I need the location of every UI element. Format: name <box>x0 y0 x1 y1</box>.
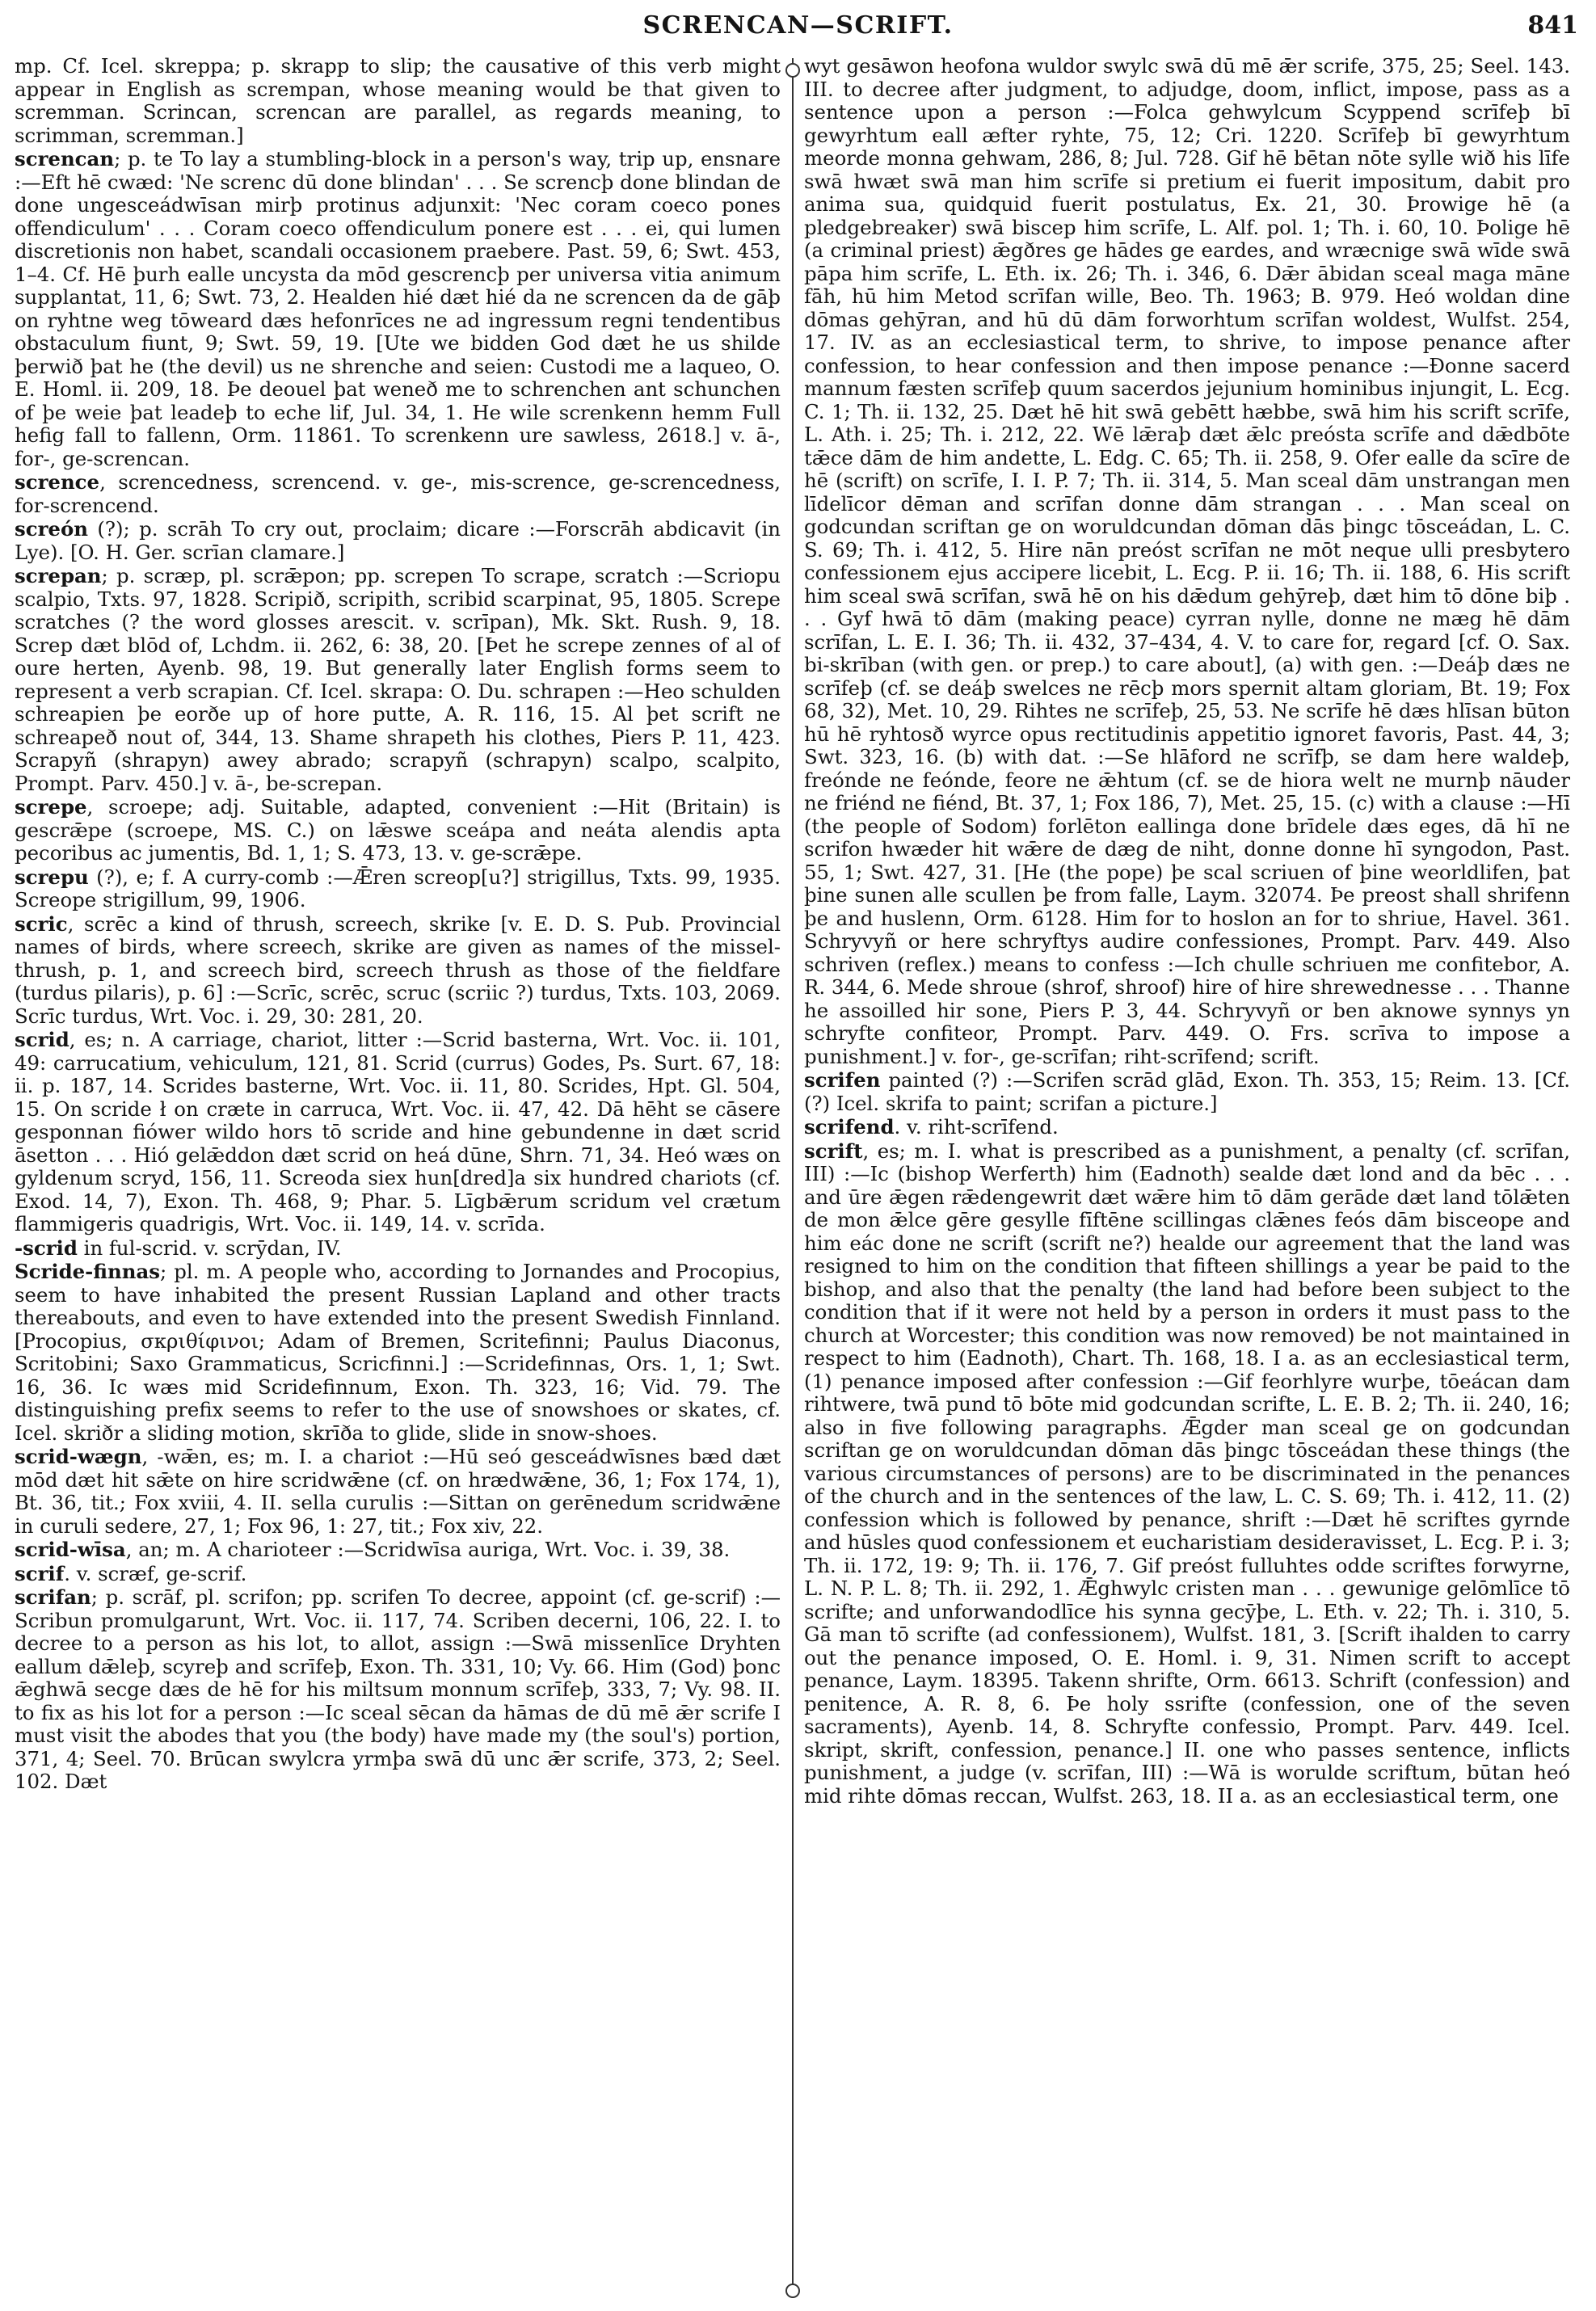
entry-headword: scric <box>15 911 68 936</box>
dictionary-entry <box>804 1069 1570 1115</box>
entry-headword: scrif <box>15 1561 65 1585</box>
entry-body: . v. scræf, ge-scrif. <box>64 1561 247 1585</box>
entry-body: , scrēc a kind of thrush, screech, skrike [v. E. D. S. Pub. Provincial names of birds, where screech, skrike are given as names of the missel-thrush, p. 1, and screech bird, screech thrush as those of the fieldfare (turdus pilaris), p. 6] :—Scrīc, scrēc, scruc (scriic ?) turdus, Txts. 103, 2069. Scrīc turdus, Wrt. Voc. i. 29, 30: 281, 20. <box>15 911 781 1028</box>
entry-headword: -scrid <box>15 1235 78 1260</box>
dictionary-entry <box>15 471 781 517</box>
left-column <box>15 55 781 2297</box>
column-rule-ornament-top <box>785 63 800 78</box>
entry-headword: screncan <box>15 147 115 170</box>
entry-body: mp. Cf. Icel. skreppa; p. skrapp to slip; the causative of this verb might appear in English as scrempan, whose meaning would be that given to scremman. Scrincan, screncan are parallel, as regards meaning, to scrimman, scremman.] <box>15 55 781 147</box>
column-rule-ornament-bottom <box>785 2284 800 2298</box>
page-number: 841 <box>1527 11 1578 40</box>
dictionary-entry <box>804 1140 1570 1808</box>
dictionary-entry <box>804 1116 1570 1139</box>
entry-headword: scrid-wægn <box>15 1445 142 1468</box>
entry-body: ; pl. m. A people who, according to Jornandes and Procopius, seem to have inhabited the present Russian Lapland and other tracts thereabouts, and even to have extended into the present Swedish Finnland. [Procopius, σκριθίφινοι; Adam of Bremen, Scritefinni; Paulus Diaconus, Scritobini; Saxo Grammaticus, Scricfinni.] :—Scridefinnas, Ors. 1, 1; Swt. 16, 36. Ic wæs mid Scridefinnum, Exon. Th. 323, 16; Vid. 79. The distinguishing prefix seems to refer to the use of snowshoes or skates, cf. Icel. skriðr a sliding motion, skrīða to glide, slide in snow-shoes. <box>15 1260 781 1445</box>
dictionary-entry <box>15 1586 781 1794</box>
entry-body: ; p. scrāf, pl. scrifon; pp. scrifen To decree, appoint (cf. ge-scrif) :—Scribun promulgarunt, Wrt. Voc. ii. 117, 74. Scriben decerni, 106, 22. I. to decree to a person as his lot, to allot, assign :—Swā missenlīce Dryhten eallum dǣleþ, scyreþ and scrīfeþ, Exon. Th. 331, 10; Vy. 66. Him (God) þonc ǣghwā secge dæs de hē for his miltsum monnum scrīfeþ, 333, 7; Vy. 98. II. to fix as his lot for a person :—Ic sceal sēcan da hāmas de dū mē ǣr scrife I must visit the abodes that you (the body) have made my (the soul's) portion, 371, 4; Seel. 70. Brūcan swylcra yrmþa swā dū unc ǣr scrife, 373, 2; Seel. 102. Dæt <box>15 1585 781 1793</box>
dictionary-entry <box>15 1029 781 1236</box>
entry-body: painted (?) :—Scrifen scrād glād, Exon. Th. 353, 15; Reim. 13. [Cf. (?) Icel. skrifa to paint; scrifan a picture.] <box>804 1068 1570 1115</box>
running-title: SCRENCAN—SCRIFT. <box>642 11 954 40</box>
dictionary-entry <box>15 1539 781 1562</box>
dictionary-entry <box>15 148 781 470</box>
entry-body: wyt gesāwon heofona wuldor swylc swā dū mē ǣr scrife, 375, 25; Seel. 143. III. to decree after judgment, to adjudge, doom, inflict, impose, pass as a sentence upon a person :—Folca gehwylcum Scyppend scrīfeþ bī gewyrhtum eall æfter ryhte, 75, 12; Cri. 1220. Scrīfeþ bī gewyrhtum meorde monna gehwam, 286, 8; Jul. 728. Gif hē bētan nōte sylle wið his līfe swā hwæt swā man him scrīfe si pretium ei fuerit impositum, dabit pro anima sua, quidquid fuerit postulatus, Ex. 21, 30. Þrowige hē (a pledgebreaker) swā biscep him scrīfe, L. Alf. pol. 1; Th. i. 60, 10. Þolige hē (a criminal priest) ǣgðres ge hādes ge eardes, and wræcnige swā wīde swā pāpa him scrīfe, L. Eth. ix. 26; Th. i. 346, 6. Dǣr ābidan sceal maga māne fāh, hū him Metod scrīfan wille, Beo. Th. 1963; B. 979. Heó woldan dine dōmas gehȳran, and hū dū dām forworhtum scrīfan woldest, Wulfst. 254, 17. IV. as an ecclesiastical term, to shrive, to impose penance after confession, to hear confession and then impose penance :—Ðonne sacerd mannum fæsten scrīfeþ quum sacerdos jejunium hominibus injungit, L. Ecg. C. 1; Th. ii. 132, 25. Dæt hē hit swā gebētt hæbbe, swā him his scrift scrīfe, L. Ath. i. 25; Th. i. 212, 22. Wē lǣraþ dæt ǣlc preósta scrīfe and dǣdbōte tǣce dām de him andette, L. Edg. C. 65; Th. ii. 258, 9. Ofer ealle da scīre de hē (scrift) on scrīfe, I. I. P. 7; Th. ii. 314, 5. Man sceal dām unstrangan men līdelīcor dēman and scrīfan donne dām strangan . . . Man sceal on godcundan scriftan ge on woruldcundan dōman dās þingc tōsceádan, L. C. S. 69; Th. i. 412, 5. Hire nān preóst scrīfan ne mōt neque ulli presbytero confessionem ejus accipere licebit, L. Ecg. P. ii. 16; Th. ii. 188, 6. His scrift him sceal swā scrīfan, swā hē on his dǣdum gehȳreþ, dæt him tō dōne biþ . . . Gyf hwā tō dām (making peace) cyrran nylle, donne ne mæg hē dām scrīfan, L. E. I. 36; Th. ii. 432, 37–434, 4. V. to care for, regard [cf. O. Sax. bi-skrīban (with gen. or prep.) to care about], (a) with gen. :—Deáþ dæs ne scrīfeþ (cf. se deáþ swelces ne rēcþ mors spernit altam gloriam, Bt. 19; Fox 68, 32), Met. 10, 29. Rihtes ne scrīfeþ, 25, 53. Ne scrīfe hē dæs hlīsan būton hū hē ryhtosð wyrce opus rectitudinis appetitio ignoret favoris, Past. 44, 3; Swt. 323, 16. (b) with dat. :—Se hlāford ne scrīfþ, se dam here waldeþ, freónde ne feónde, feore ne ǣhtum (cf. se de hiora welt ne murnþ nāuder ne friénd ne fiénd, Bt. 37, 1; Fox 186, 7), Met. 25, 15. (c) with a clause :—Hī (the people of Sodom) forlēton eallinga done brīdele dæs eges, dā hī ne scrifon hwæder hit wǣre de dæg de niht, donne donne hī syngodon, Past. 55, 1; Swt. 427, 31. [He (the pope) þe scal scriuen of þine weorldlifen, þat þine sunen alle scullen þe from falle, Laym. 32074. Þe preost shall shrifenn þe and huslenn, Orm. 6128. Him for to hoslon an for to shriue, Havel. 361. Schryvyñ or here schryftys audire confessiones, Prompt. Parv. 449. Also schriven (reflex.) means to confess :—Ich chulle schriuen me confitebor, A. R. 344, 6. Mede shroue (shrof, shroof) hire of hire shrewednesse . . . Thanne he assoilled hir sone, Piers P. 3, 44. Schryvyñ or ben aknowe synnys yn schryfte confiteor, Prompt. Parv. 449. O. Frs. scrīva to impose a punishment.] v. for-, ge-scrīfan; riht-scrīfend; scrift. <box>804 55 1570 1068</box>
entry-headword: scrid-wīsa <box>15 1538 126 1561</box>
dictionary-entry <box>15 1563 781 1586</box>
entry-headword: scrence <box>15 470 100 494</box>
entry-headword: scrifen <box>804 1068 881 1092</box>
dictionary-entry <box>15 866 781 912</box>
entry-body: (?); p. scrāh To cry out, proclaim; dicare :—Forscrāh abdicavit (in Lye). [O. H. Ger. scrīan clamare.] <box>15 517 781 564</box>
entry-body: in ful-scrid. v. scrȳdan, IV. <box>77 1235 342 1260</box>
dictionary-entry <box>15 796 781 865</box>
entry-headword: Scride-finnas <box>15 1260 161 1283</box>
entry-body: . v. riht-scrīfend. <box>894 1115 1059 1139</box>
dictionary-entry <box>15 1446 781 1538</box>
entry-body: ; p. scræp, pl. scrǣpon; pp. screpen To scrape, scratch :—Scriopu scalpio, Txts. 97, 1828. Scripið, scripith, scribid scarpinat, 95, 1805. Screpe scratches (? the word glosses arescit. v. scrīpan), Mk. Skt. Rush. 9, 18. Screp dæt blōd of, Lchdm. ii. 262, 6: 38, 20. [Þet he screpe zennes of al of oure herten, Ayenb. 98, 19. But generally later English forms seem to represent a verb scrapian. Cf. Icel. skrapa: O. Du. schrapen :—Heo schulden schreapien þe eorðe up of hore putte, A. R. 116, 15. Al þet scrift ne schreapeð nout of, 344, 13. Shame shrapeth his clothes, Piers P. 11, 423. Scrapyñ (shrapyn) awey abrado; scrapyñ (schrapyn) scalpo, scalpito, Prompt. Parv. 450.] v. ā-, be-screpan. <box>15 564 781 795</box>
entry-body: , es; n. A carriage, chariot, litter :—Scrid basterna, Wrt. Voc. ii. 101, 49: carrucatium, vehiculum, 121, 81. Scrid (currus) Godes, Ps. Surt. 67, 18: ii. p. 187, 14. Scrides basterne, Wrt. Voc. ii. 11, 80. Scrides, Hpt. Gl. 504, 15. On scride ł on cræte in carruca, Wrt. Voc. ii. 47, 42. Dā hēht se cāsere gesponnan fiówer wildo hors tō scride and hine gebundenne in dæt scrid āsetton . . . Hió gelǣddon dæt scrid on heá dūne, Shrn. 71, 34. Heó wæs on gyldenum scryd, 156, 11. Screoda siex hun[dred]a six hundred chariots (cf. Exod. 14, 7), Exon. Th. 468, 9; Phar. 5. Līgbǣrum scridum vel crætum flammigeris quadrigis, Wrt. Voc. ii. 149, 14. v. scrīda. <box>15 1028 781 1235</box>
entry-headword: screpu <box>15 865 89 889</box>
dictionary-entry <box>804 55 1570 1068</box>
entry-body: , screncedness, screncend. v. ge-, mis-scrence, ge-screncedness, for-screncend. <box>15 470 781 517</box>
right-column <box>804 55 1570 2297</box>
entry-body: , scroepe; adj. Suitable, adapted, convenient :—Hit (Britain) is gescrǣpe (scroepe, MS. C.) on lǣswe sceápa and neáta alendis apta pecoribus ac jumentis, Bd. 1, 1; S. 473, 13. v. ge-scrǣpe. <box>15 795 781 865</box>
dictionary-entry <box>15 1261 781 1445</box>
entry-headword: scrifan <box>15 1585 91 1609</box>
running-head <box>0 11 1596 47</box>
dictionary-entry <box>15 518 781 564</box>
entry-headword: scrifend <box>804 1115 895 1139</box>
dictionary-entry <box>15 1237 781 1261</box>
entry-body: (?), e; f. A curry-comb :—Ǣren screop[u?] strigillus, Txts. 99, 1935. Screope strigillum, 99, 1906. <box>15 865 781 911</box>
entry-headword: screpe <box>15 795 87 819</box>
entry-headword: scrift <box>804 1139 863 1163</box>
dictionary-entry <box>15 565 781 795</box>
dictionary-entry <box>15 55 781 147</box>
entry-body: , -wǣn, es; m. I. a chariot :—Hū seó gesceádwīsnes bæd dæt mōd dæt hit sǣte on hire scridwǣne (cf. on hrædwǣne, 36, 1; Fox 174, 1), Bt. 36, tit.; Fox xviii, 4. II. sella curulis :—Sittan on gerēnedum scridwǣne in curuli sedere, 27, 1; Fox 96, 1: 27, tit.; Fox xiv, 22. <box>15 1445 781 1538</box>
entry-headword: screón <box>15 517 88 541</box>
column-rule <box>792 58 794 2296</box>
entry-headword: scrid <box>15 1028 69 1051</box>
dictionary-entry <box>15 913 781 1029</box>
entry-body: , an; m. A charioteer :—Scridwīsa auriga, Wrt. Voc. i. 39, 38. <box>125 1538 731 1561</box>
entry-headword: screpan <box>15 564 102 587</box>
entry-body: ; p. te To lay a stumbling-block in a person's way, trip up, ensnare :—Eft hē cwæd: 'Ne screnc dū done blindan' . . . Se screncþ done blindan de done ungesceádwīsan mirþ protinus adjunxit: 'Nec coram coeco pones offendiculum' . . . Coram coeco offendiculum ponere est . . . ei, qui lumen discretionis non habet, scandali occasionem praebere. Past. 59, 6; Swt. 453, 1–4. Cf. Hē þurh ealle uncysta da mōd gescrencþ per universa vitia animum supplantat, 11, 6; Swt. 73, 2. Healden hié dæt hié da ne screncen da de gāþ on ryhtne weg tōweard dæs hefonrīces ne ad ingressum regni tendentibus obstaculum fiunt, 9; Swt. 59, 19. [Ute we bidden God dæt he us shilde þerwið þat he (the devil) us ne shrenche and seien: Custodi me a laqueo, O. E. Homl. ii. 209, 18. Þe deouel þat weneð me to schrenchen ant schunchen of þe weie þat leadeþ to eche lif, Jul. 34, 1. He wile screnkenn hemm Full hefig fall to fallenn, Orm. 11861. To screnkenn ure sawless, 2618.] v. ā-, for-, ge-screncan. <box>15 147 781 470</box>
entry-body: , es; m. I. what is prescribed as a punishment, a penalty (cf. scrīfan, III) :—Ic (bishop Werferth) him (Eadnoth) sealde dæt lond and da bēc . . . and ūre ǣgen rǣdengewrit dæt wǣre him tō dām gerāde dæt land tōlǣten de mon ǣlce gēre gesylle fīftēne scillingas clǣnes feós dām bisceope and him eác done ne scrift (scrift ne?) healde our agreement that the land was resigned to him on the condition that fifteen shillings a year be paid to the bishop, and also that the penalty (the land had before been subject to the condition that if it were not held by a person in orders it must pass to the church at Worcester; this condition was now removed) be not maintained in respect to him (Eadnoth), Chart. Th. 168, 18. I a. as an ecclesiastical term, (1) penance imposed after confession :—Gif feorhlyre wurþe, tōeácan dam rihtwere, twā pund tō bōte mid godcundan scrifte, L. E. B. 2; Th. ii. 240, 16; also in five following paragraphs. Ǣgder man sceal ge on godcundan scriftan ge on woruldcundan dōman dās þingc tōsceádan these things (the various circumstances of persons) are to be discriminated in the penances of the church and in the sentences of the law, L. C. S. 69; Th. i. 412, 11. (2) confession which is followed by penance, shrift :—Dæt hē scriftes gyrnde and hūsles quod confessionem et eucharistiam desideravisset, L. Ecg. P. i. 3; Th. ii. 172, 19: 9; Th. ii. 176, 7. Gif preóst fulluhtes odde scriftes forwyrne, L. N. P. L. 8; Th. ii. 292, 1. Ǣghwylc cristen man . . . gewunige gelōmlīce tō scrifte; and unforwandodlīce his synna gecȳþe, L. Eth. v. 22; Th. i. 310, 5. Gā man tō scrifte (ad confessionem), Wulfst. 181, 3. [Scrift ihalden to carry out the penance imposed, O. E. Homl. i. 9, 31. Nimen scrift to accept penance, Laym. 18395. Takenn shrifte, Orm. 6613. Schrift (confession) and penitence, A. R. 8, 6. Þe holy ssrifte (confession, one of the seven sacraments), Ayenb. 14, 8. Schryfte confessio, Prompt. Parv. 449. Icel. skript, skrift, confession, penance.] II. one who passes sentence, inflicts punishment, a judge (v. scrīfan, III) :—Wā is worulde scriftum, būtan heó mid rihte dōmas reccan, Wulfst. 263, 18. II a. as an ecclesiastical term, one <box>804 1139 1570 1808</box>
